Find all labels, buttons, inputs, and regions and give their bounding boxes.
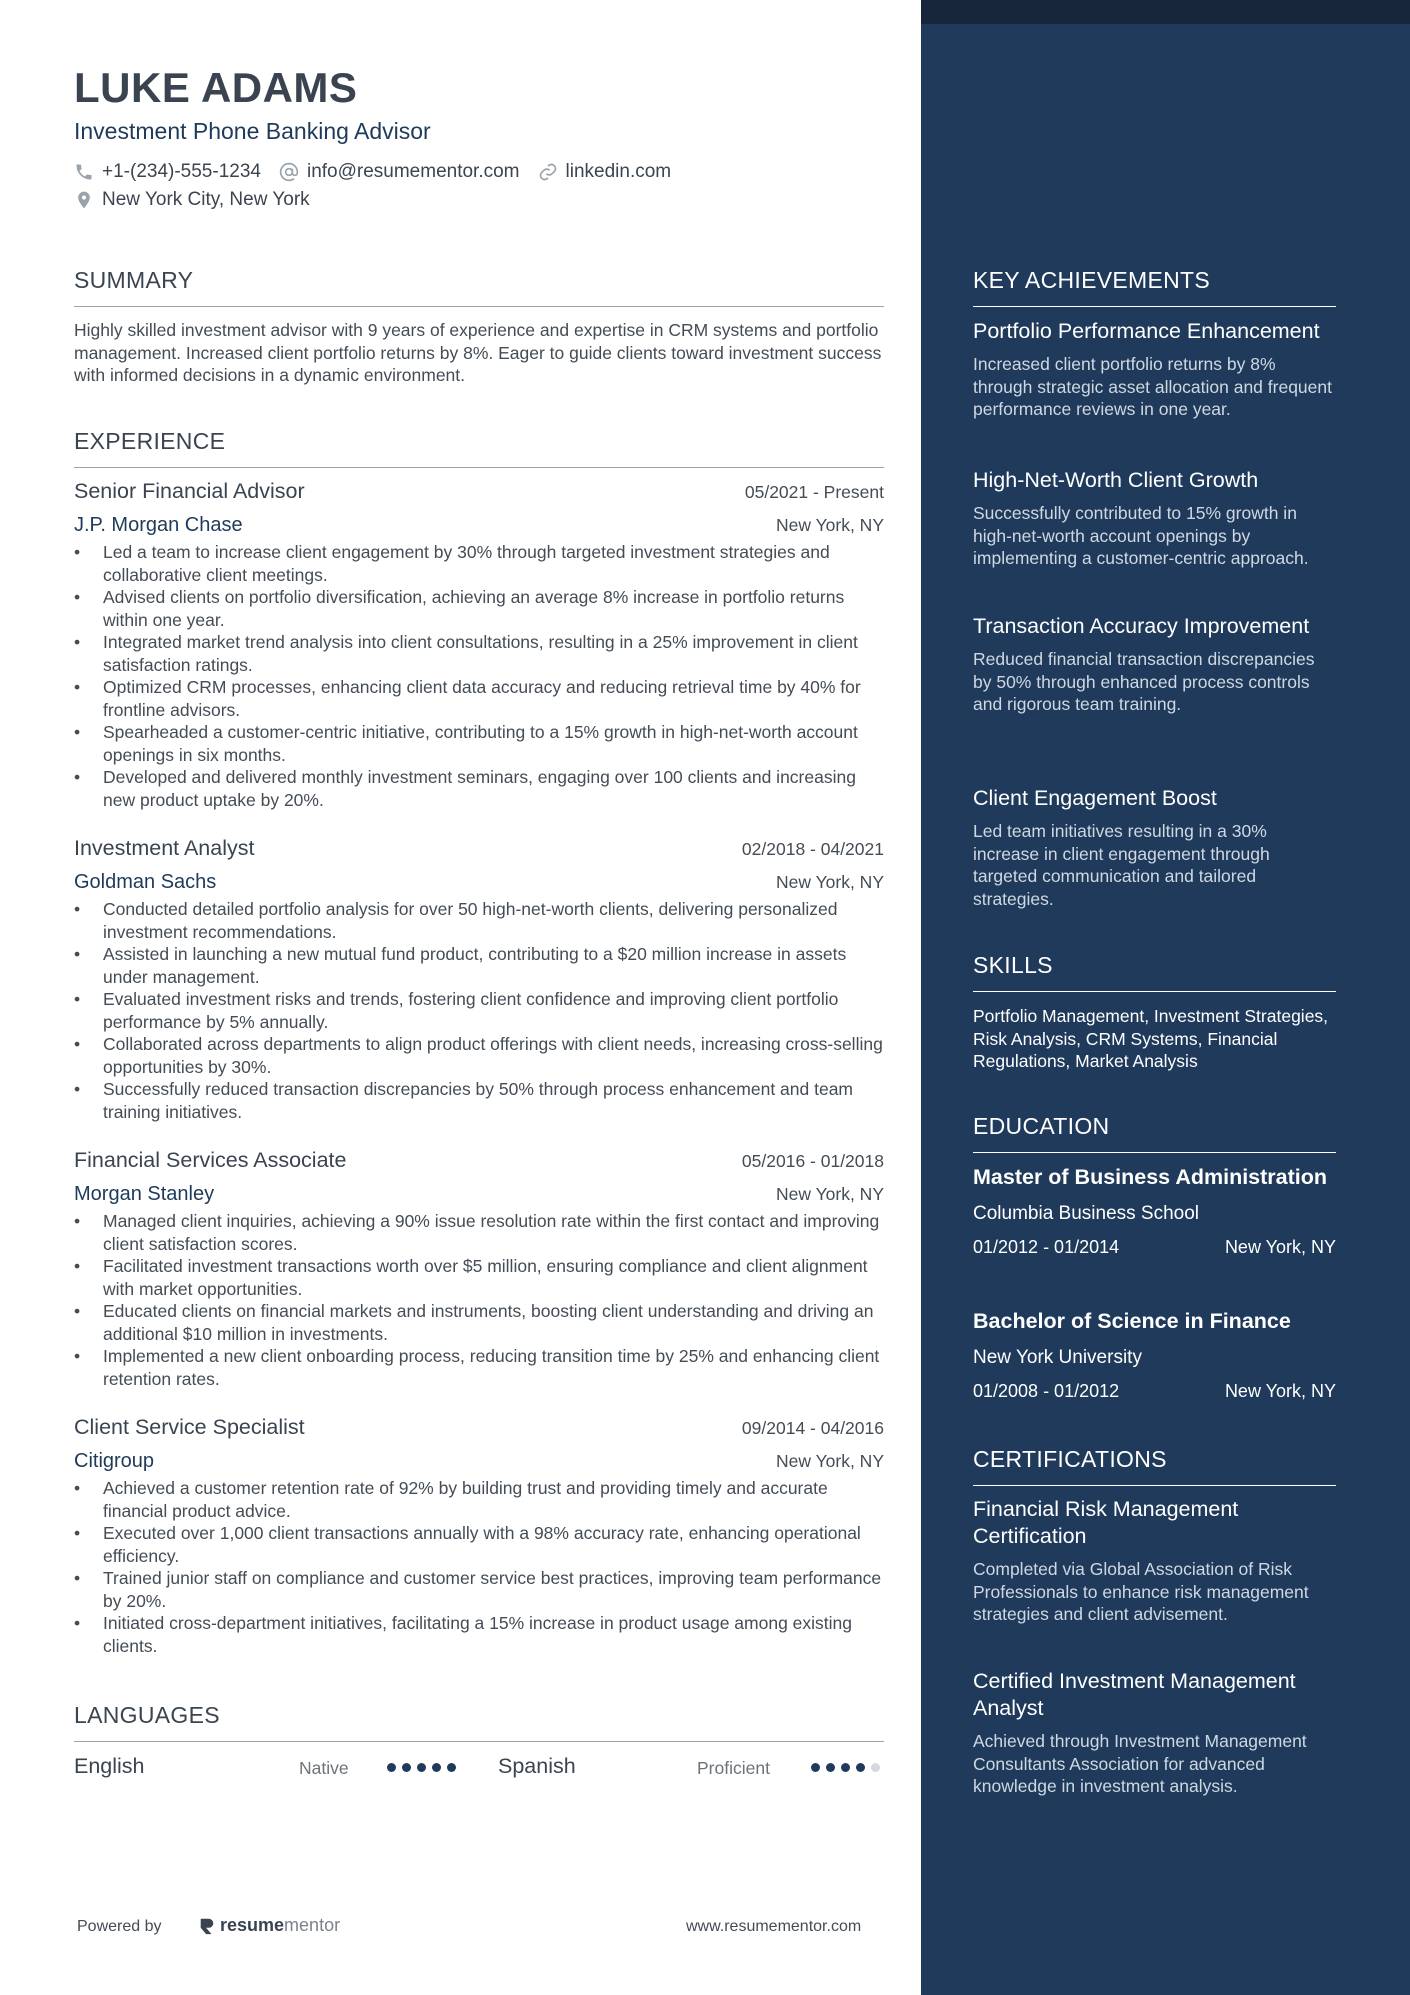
job-bullet: • Integrated market trend analysis into client consultations, resulting in a 25% improvement in client satisfaction ratings.	[74, 631, 884, 676]
proficiency-dot-filled	[811, 1763, 820, 1772]
job-bullet: • Achieved a customer retention rate of 92% by building trust and providing timely and accurate financial product advice.	[74, 1477, 884, 1522]
certification-title: Certified Investment Management Analyst	[973, 1669, 1296, 1720]
job-bullet: • Conducted detailed portfolio analysis for over 50 high-net-worth clients, delivering personalized investment recommendations.	[74, 898, 884, 943]
certification-item	[973, 1496, 1336, 1626]
job-date: 05/2021 - Present	[744, 482, 884, 502]
job-location: New York, NY	[776, 515, 884, 535]
language-proficiency-dots	[387, 1763, 462, 1772]
job-bullets	[74, 1210, 884, 1390]
proficiency-dot-filled	[841, 1763, 850, 1772]
certification-desc: Completed via Global Association of Risk Professionals to enhance risk management strategies and client advisement.	[973, 1559, 1309, 1624]
achievement-desc: Led team initiatives resulting in a 30% increase in client engagement through targeted communication and tailored strategies.	[973, 821, 1270, 909]
job-bullet: • Managed client inquiries, achieving a 90% issue resolution rate within the first contact and improving client satisfaction scores.	[74, 1210, 884, 1255]
proficiency-dot-filled	[856, 1763, 865, 1772]
linkedin-text: linkedin.com	[565, 161, 672, 182]
job-bullet: • Facilitated investment transactions worth over $5 million, ensuring compliance and client alignment with market opportunities.	[74, 1255, 884, 1300]
job-bullet: • Educated clients on financial markets and instruments, boosting client understanding and driving an additional $10 million in investments.	[74, 1300, 884, 1345]
achievement-title: Portfolio Performance Enhancement	[973, 319, 1320, 343]
language-level: Proficient	[697, 1758, 770, 1778]
achievement-title: Transaction Accuracy Improvement	[973, 614, 1310, 638]
job-bullets	[74, 541, 884, 811]
contact-location	[74, 189, 310, 211]
job-bullet: • Led a team to increase client engagement by 30% through targeted investment strategies and collaborative client meetings.	[74, 541, 884, 586]
education-degree: Bachelor of Science in Finance	[973, 1309, 1291, 1333]
skills-heading: SKILLS	[973, 952, 1336, 992]
achievement-item	[973, 613, 1336, 716]
achievement-desc: Increased client portfolio returns by 8% through strategic asset allocation and frequent performance reviews in one year.	[973, 354, 1332, 419]
proficiency-dot-filled	[432, 1763, 441, 1772]
job-bullet: • Spearheaded a customer-centric initiative, contributing to a 15% growth in high-net-worth account openings in six months.	[74, 721, 884, 766]
resumementor-logo-icon	[198, 1917, 216, 1935]
education-location: New York, NY	[1224, 1381, 1336, 1401]
contact-row-primary	[74, 161, 689, 183]
proficiency-dot-filled	[447, 1763, 456, 1772]
brand-logo[interactable]	[198, 1915, 340, 1936]
proficiency-dot-filled	[826, 1763, 835, 1772]
job-location: New York, NY	[776, 872, 884, 892]
job-company: Morgan Stanley	[74, 1183, 215, 1205]
job-entry	[74, 836, 884, 1123]
job-title: Client Service Specialist	[74, 1415, 305, 1439]
education-degree: Master of Business Administration	[973, 1165, 1328, 1189]
phone-text: +1-(234)-555-1234	[102, 161, 261, 182]
achievements-heading: KEY ACHIEVEMENTS	[973, 267, 1336, 307]
job-bullet: • Successfully reduced transaction discrepancies by 50% through process enhancement and team training initiatives.	[74, 1078, 884, 1123]
language-proficiency-dots	[811, 1763, 886, 1772]
language-level: Native	[299, 1758, 349, 1778]
education-school: New York University	[973, 1347, 1142, 1368]
achievement-item	[973, 467, 1336, 570]
job-location: New York, NY	[776, 1184, 884, 1204]
job-bullet: • Optimized CRM processes, enhancing client data accuracy and reducing retrieval time by 40% for frontline advisors.	[74, 676, 884, 721]
job-bullet: • Executed over 1,000 client transactions annually with a 98% accuracy rate, enhancing operational efficiency.	[74, 1522, 884, 1567]
job-bullet: • Assisted in launching a new mutual fund product, contributing to a $20 million increase in assets under management.	[74, 943, 884, 988]
job-title: Financial Services Associate	[74, 1148, 347, 1172]
job-bullet: • Advised clients on portfolio diversification, achieving an average 8% increase in portfolio returns within one year.	[74, 586, 884, 631]
powered-by-text: Powered by	[77, 1918, 162, 1935]
languages-heading: LANGUAGES	[74, 1702, 884, 1742]
contact-phone[interactable]	[74, 161, 261, 183]
proficiency-dot-filled	[387, 1763, 396, 1772]
job-company: J.P. Morgan Chase	[74, 514, 243, 536]
summary-text: Highly skilled investment advisor with 9 years of experience and expertise in CRM systems and portfolio management. Increased client portfolio returns by 8%. Eager to guide clients toward investment success with informed decisions in a dynamic environment.	[74, 320, 882, 385]
education-item	[973, 1308, 1336, 1402]
experience-heading: EXPERIENCE	[74, 428, 884, 468]
proficiency-dot-filled	[417, 1763, 426, 1772]
achievement-item	[973, 318, 1336, 421]
location-text: New York City, New York	[102, 189, 310, 210]
certification-item	[973, 1668, 1336, 1798]
job-title: Senior Financial Advisor	[74, 479, 305, 503]
certification-desc: Achieved through Investment Management Consultants Association for advanced knowledge in investment analysis.	[973, 1731, 1307, 1796]
language-name: Spanish	[498, 1754, 576, 1778]
achievement-item	[973, 785, 1336, 910]
email-text: info@resumementor.com	[306, 161, 520, 182]
job-bullet: • Trained junior staff on compliance and customer service best practices, improving team performance by 20%.	[74, 1567, 884, 1612]
candidate-role: Investment Phone Banking Advisor	[74, 118, 431, 144]
job-date: 02/2018 - 04/2021	[741, 839, 884, 859]
achievement-desc: Successfully contributed to 15% growth in high-net-worth account openings by implementing a customer-centric approach.	[973, 503, 1309, 568]
job-title: Investment Analyst	[74, 836, 255, 860]
job-company: Citigroup	[74, 1450, 155, 1472]
job-bullet: • Collaborated across departments to align product offerings with client needs, increasing cross-selling opportunities by 30%.	[74, 1033, 884, 1078]
skills-text: Portfolio Management, Investment Strategies, Risk Analysis, CRM Systems, Financial Regulations, Market Analysis	[973, 1006, 1329, 1071]
summary-heading: SUMMARY	[74, 267, 884, 307]
proficiency-dot-filled	[402, 1763, 411, 1772]
job-date: 09/2014 - 04/2016	[741, 1418, 884, 1438]
candidate-name: LUKE ADAMS	[74, 64, 358, 111]
job-entry	[74, 1148, 884, 1390]
job-bullets	[74, 1477, 884, 1657]
contact-row-secondary	[74, 189, 328, 211]
contact-email[interactable]	[279, 161, 520, 183]
education-school: Columbia Business School	[973, 1203, 1200, 1224]
proficiency-dot-empty	[871, 1763, 880, 1772]
job-entry	[74, 479, 884, 811]
brand-bold: resume	[220, 1915, 285, 1935]
job-company: Goldman Sachs	[74, 871, 217, 893]
education-date: 01/2008 - 01/2012	[973, 1381, 1120, 1401]
link-icon	[538, 162, 558, 182]
at-sign-icon	[279, 162, 299, 182]
job-bullets	[74, 898, 884, 1123]
certification-title: Financial Risk Management Certification	[973, 1497, 1239, 1548]
certifications-heading: CERTIFICATIONS	[973, 1446, 1336, 1486]
phone-icon	[74, 162, 94, 182]
job-bullet: • Evaluated investment risks and trends, fostering client confidence and improving client portfolio performance by 5% annually.	[74, 988, 884, 1033]
sidebar-top-bar	[921, 0, 1410, 24]
job-entry	[74, 1415, 884, 1657]
website-link[interactable]: www.resumementor.com	[686, 1918, 862, 1935]
education-location: New York, NY	[1224, 1237, 1336, 1257]
education-heading: EDUCATION	[973, 1113, 1336, 1153]
achievement-title: High-Net-Worth Client Growth	[973, 468, 1259, 492]
job-bullet: • Implemented a new client onboarding process, reducing transition time by 25% and enhancing client retention rates.	[74, 1345, 884, 1390]
job-bullet: • Developed and delivered monthly investment seminars, engaging over 100 clients and increasing new product uptake by 20%.	[74, 766, 884, 811]
languages-row	[74, 1754, 884, 1784]
job-location: New York, NY	[776, 1451, 884, 1471]
achievement-title: Client Engagement Boost	[973, 786, 1217, 810]
education-date: 01/2012 - 01/2014	[973, 1237, 1120, 1257]
brand-light: mentor	[284, 1915, 341, 1935]
achievement-desc: Reduced financial transaction discrepancies by 50% through enhanced process controls and rigorous team training.	[973, 649, 1315, 714]
job-bullet: • Initiated cross-department initiatives, facilitating a 15% increase in product usage among existing clients.	[74, 1612, 884, 1657]
language-name: English	[74, 1754, 145, 1778]
job-date: 05/2016 - 01/2018	[741, 1151, 884, 1171]
education-item	[973, 1164, 1336, 1258]
location-pin-icon	[74, 190, 94, 210]
contact-linkedin[interactable]	[538, 161, 672, 183]
